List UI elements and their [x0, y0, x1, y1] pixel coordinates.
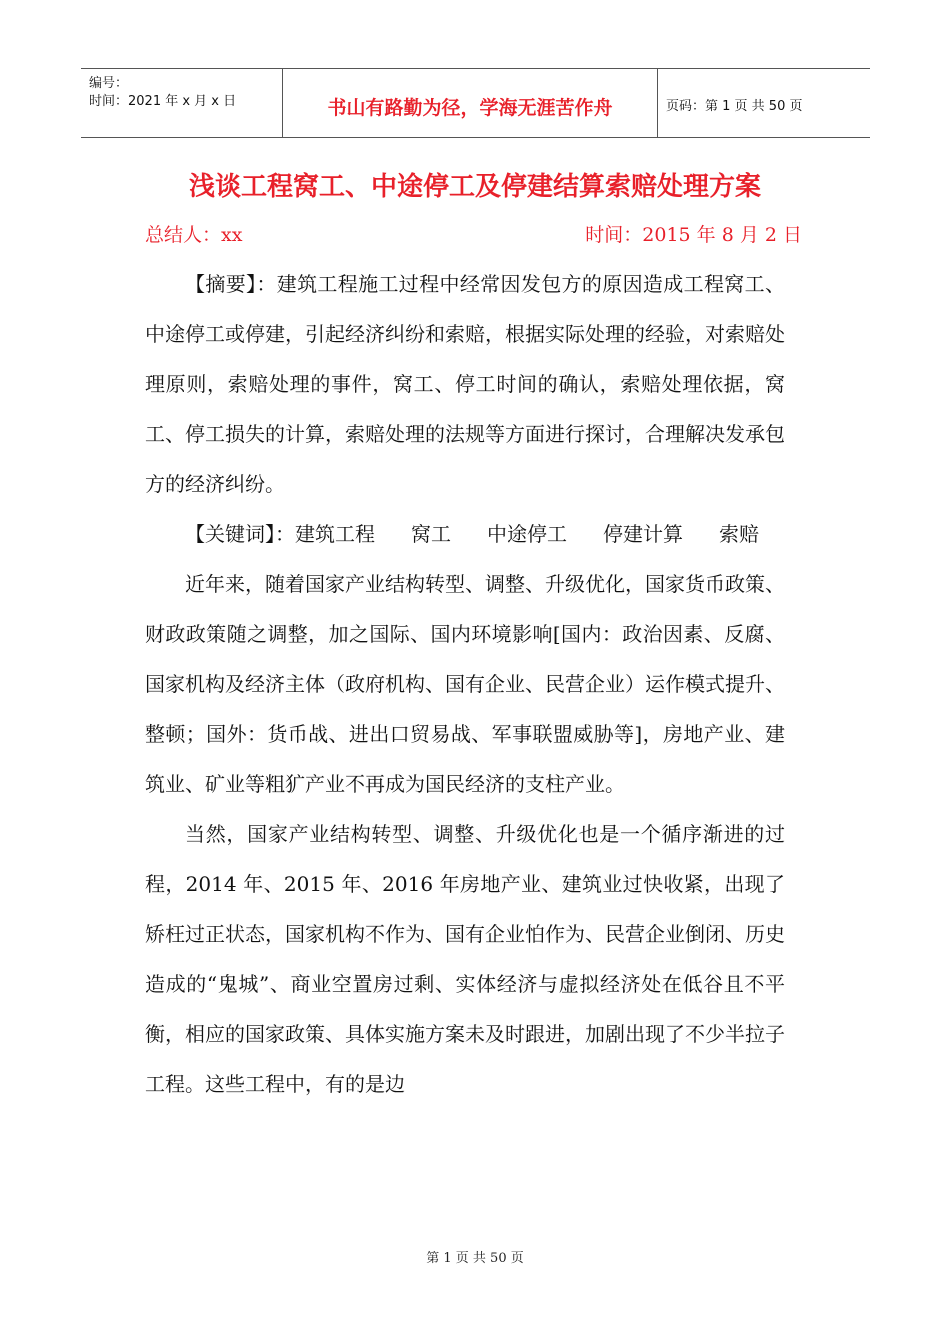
keyword: 建筑工程	[295, 522, 375, 546]
keyword: 窝工	[411, 522, 451, 546]
keyword: 停建计算	[603, 522, 683, 546]
body-paragraph: 当然，国家产业结构转型、调整、升级优化也是一个循序渐进的过程，2014 年、2015 年、2016 年房地产业、建筑业过快收紧，出现了矫枉过正状态，国家机构不作为、国有企业怕作为、民营企业倒闭、历史造成的“鬼城”、商业空置房过剩、实体经济与虚拟经济处在低谷且不平衡，相应的国家政策、具体实施方案未及时跟进，加剧出现了不少半拉子工程。这些工程中，有的是边	[145, 822, 785, 1096]
document-title: 浅谈工程窝工、中途停工及停建结算索赔处理方案	[188, 172, 761, 202]
keyword: 中途停工	[487, 522, 567, 546]
keywords-label: 【关键词】：	[185, 522, 295, 546]
page-footer: 第 1 页 共 50 页	[426, 1251, 524, 1266]
author-line: 总结人：xx	[145, 224, 243, 246]
header-table	[81, 68, 870, 138]
keyword: 索赔	[719, 522, 759, 546]
document-number-label: 编号：	[89, 76, 129, 91]
date-line: 时间：2015 年 8 月 2 日	[585, 224, 802, 246]
document-body	[145, 259, 785, 1109]
document-time-label: 时间：2021 年 x 月 x 日	[89, 94, 237, 109]
page-info: 页码：第 1 页 共 50 页	[666, 99, 803, 114]
header-motto-cell	[283, 69, 658, 137]
header-page-cell	[658, 69, 870, 137]
motto-text: 书山有路勤为径，学海无涯苦作舟	[327, 97, 613, 119]
header-info-cell	[81, 69, 283, 137]
body-paragraph: 近年来，随着国家产业结构转型、调整、升级优化，国家货币政策、财政政策随之调整，加之国际、国内环境影响[国内：政治因素、反腐、国家机构及经济主体（政府机构、国有企业、民营企业）运作模式提升、整顿；国外：货币战、进出口贸易战、军事联盟威胁等]，房地产业、建筑业、矿业等粗犷产业不再成为国民经济的支柱产业。	[145, 572, 785, 796]
keywords-paragraph	[145, 509, 785, 559]
abstract-paragraph: 【摘要】：建筑工程施工过程中经常因发包方的原因造成工程窝工、中途停工或停建，引起经济纠纷和索赔，根据实际处理的经验，对索赔处理原则，索赔处理的事件，窝工、停工时间的确认，索赔处理依据，窝工、停工损失的计算，索赔处理的法规等方面进行探讨，合理解决发承包方的经济纠纷。	[145, 272, 785, 496]
